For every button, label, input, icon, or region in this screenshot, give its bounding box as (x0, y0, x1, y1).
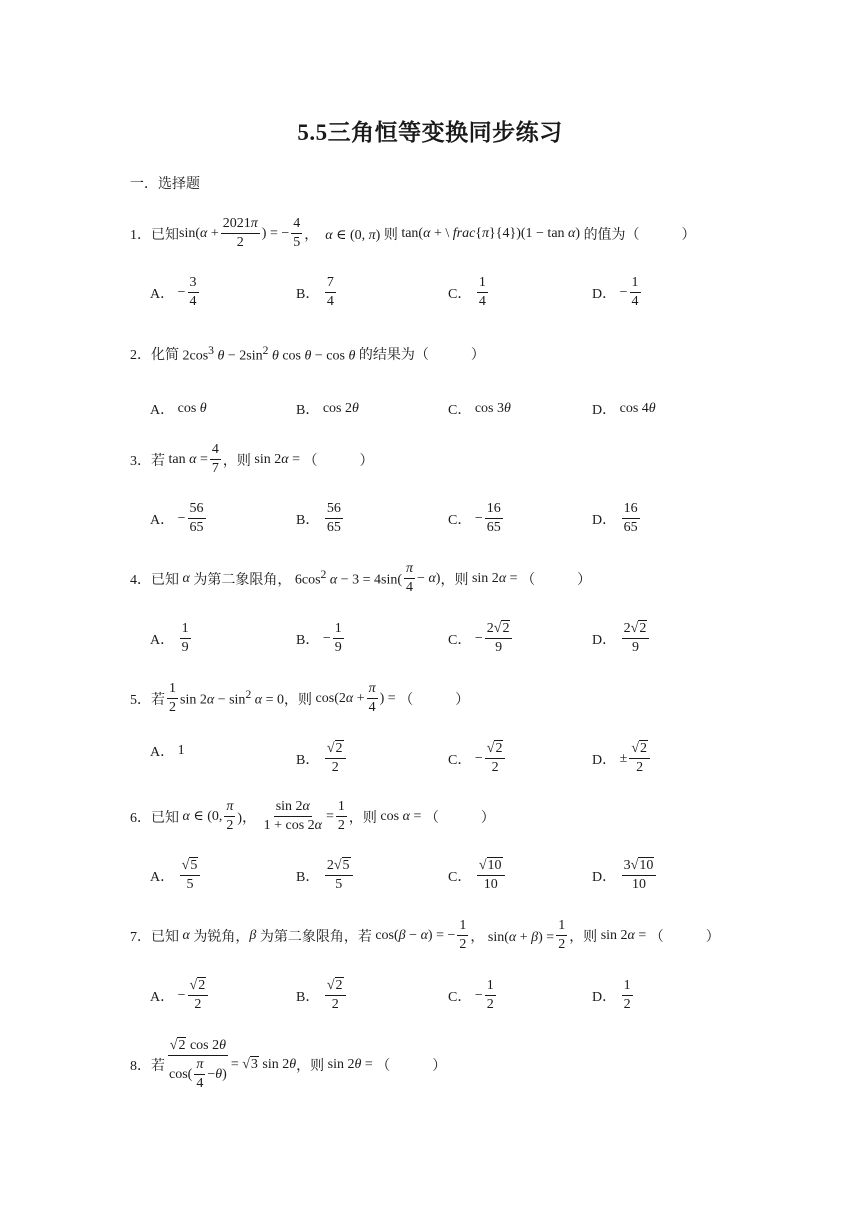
section-heading: 一．选择题 (130, 177, 200, 192)
option-c[interactable]: C． $\frac{√10}{10}$ (448, 858, 507, 893)
question-text: 的值为（ ） (583, 227, 696, 243)
option-a[interactable]: A． cos θ (150, 401, 207, 418)
option-d[interactable]: D． − $\frac{1}{4}$ (592, 275, 639, 310)
question-text: ，则 (348, 810, 377, 826)
option-b[interactable]: B． $\frac{2√5}{5}$ (296, 858, 355, 893)
question-number: 6． (130, 810, 151, 826)
option-a[interactable]: A． − $\frac{3}{4}$ (150, 275, 197, 310)
option-d[interactable]: D． $\frac{16}{65}$ (592, 501, 638, 536)
option-b[interactable]: B． $\frac{56}{65}$ (296, 501, 341, 536)
question-text: ，则 (569, 929, 598, 945)
option-c[interactable]: C． − $\frac{16}{65}$ (448, 501, 501, 536)
question-text: ，则 (284, 692, 313, 708)
question-text: （ ） (376, 1059, 447, 1075)
option-b[interactable]: B． − $\frac{1}{9}$ (296, 621, 342, 656)
option-a[interactable]: A． − $\frac{56}{65}$ (150, 501, 204, 536)
option-b[interactable]: B． $\frac{√2}{2}$ (296, 741, 348, 776)
question-number: 5． (130, 692, 151, 708)
option-b[interactable]: B． $\frac{7}{4}$ (296, 275, 334, 310)
question-3: 3． 若 tan α = $\frac{4}{7}$ ，则 sin 2α = （ ） (130, 442, 374, 477)
option-d[interactable]: D． cos 4θ (592, 401, 656, 418)
question-text: （ ） (399, 692, 470, 708)
option-a[interactable]: A． 1 (150, 743, 185, 760)
question-text: （ ） (303, 453, 374, 469)
question-number: 8． (130, 1059, 151, 1075)
option-a[interactable]: A． $\frac{1}{9}$ (150, 621, 189, 656)
question-number: 2． (130, 348, 151, 364)
question-number: 1． (130, 227, 151, 243)
question-6: 6． 已知 α ∈ (0, $\frac{\pi}{2}$ )， $\frac{\sin 2\alpha}{1 + \cos 2\alpha}$ = $\frac{1}{2}$ ，则 cos α = （ ） (130, 799, 495, 834)
question-1: 1． 已知 sin(α + $\frac{2021\pi}{2}$ ) = − $\frac{4}{5}$ ， α ∈ (0, π) 则 tan(α + \ frac{π}{4})(1 − tan α) 的值为（ ） (130, 216, 696, 251)
option-a[interactable]: A． − $\frac{√2}{2}$ (150, 978, 210, 1013)
question-text: 为第二象限角， (193, 572, 292, 588)
question-text: （ ） (521, 572, 592, 588)
question-8: 8． 若 √2 cos 2θ cos( $\frac{\pi}{4}$ − θ ) = √3 sin 2θ ，则 sin 2θ = （ ） (130, 1038, 447, 1092)
question-text: ，则 (440, 572, 469, 588)
option-c[interactable]: C． cos 3θ (448, 401, 511, 418)
question-text: （ ） (424, 810, 495, 826)
option-d[interactable]: D． $\frac{2√2}{9}$ (592, 621, 651, 656)
option-c[interactable]: C． − $\frac{1}{2}$ (448, 978, 494, 1013)
option-c[interactable]: C． − $\frac{2√2}{9}$ (448, 621, 514, 656)
question-4: 4． 已知 α 为第二象限角， $6\cos^2$ α − 3 = 4sin( $\frac{\pi}{4}$ − α) ，则 sin 2α = （ ） (130, 561, 592, 596)
question-text: 若 (151, 1059, 165, 1075)
question-text: （ ） (649, 929, 720, 945)
question-2: 2． 化简 $2\cos^3$ $\theta - 2\sin^2$ θ cos θ − cos θ 的结果为（ ） (130, 344, 485, 364)
question-text: 已知 (151, 572, 179, 588)
page-title: 5.5三角恒等变换同步练习 (297, 120, 563, 145)
option-b[interactable]: B． cos 2θ (296, 401, 359, 418)
option-a[interactable]: A． $\frac{√5}{5}$ (150, 858, 202, 893)
option-d[interactable]: D． $\frac{3√10}{10}$ (592, 858, 658, 893)
option-d[interactable]: D． ± $\frac{√2}{2}$ (592, 741, 652, 776)
question-number: 4． (130, 572, 151, 588)
option-b[interactable]: B． $\frac{√2}{2}$ (296, 978, 348, 1013)
question-text: 已知 (151, 227, 179, 243)
question-text: 为锐角， (193, 929, 250, 945)
question-text: ，则 (222, 453, 251, 469)
question-7: 7． 已知 α 为锐角， β 为第二象限角，若 cos(β − α) = − $\frac{1}{2}$ ， sin(α + β) = $\frac{1}{2}$ ，则 sin 2α = （ ） (130, 918, 720, 953)
question-text: 的结果为（ ） (358, 348, 485, 364)
question-text: 若 (151, 453, 165, 469)
question-text: 则 (383, 227, 398, 243)
question-text: 已知 (151, 810, 179, 826)
question-text: ，则 (296, 1059, 325, 1075)
question-5: 5． 若 $\frac{1}{2}$ $\sin 2\alpha - \sin^2 \alpha = 0$ ，则 cos(2α + $\frac{\pi}{4}$ ) = （ ） (130, 681, 470, 716)
question-text: 为第二象限角，若 (259, 929, 372, 945)
option-c[interactable]: C． $\frac{1}{4}$ (448, 275, 486, 310)
question-number: 3． (130, 453, 151, 469)
question-text: 已知 (151, 929, 179, 945)
option-d[interactable]: D． $\frac{1}{2}$ (592, 978, 631, 1013)
question-number: 7． (130, 929, 151, 945)
question-text: 化简 (151, 348, 179, 364)
question-text: 若 (151, 692, 165, 708)
option-c[interactable]: C． − $\frac{√2}{2}$ (448, 741, 507, 776)
